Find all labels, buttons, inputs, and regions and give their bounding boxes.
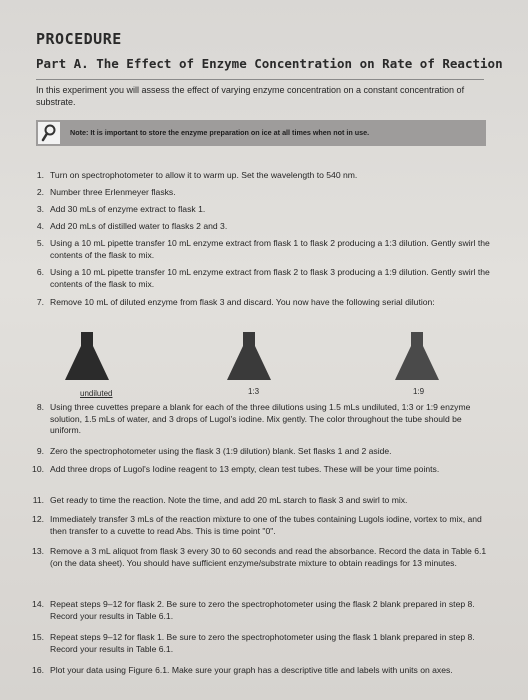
step-number: 14. [32, 599, 44, 609]
step-number: 5. [36, 238, 44, 248]
step-text: Repeat steps 9–12 for flask 2. Be sure to zero the spectrophotometer using the flask 2 blank prepared in step 8. Record your results in Table 6.1. [50, 599, 475, 621]
flask-1-3-icon [224, 330, 274, 382]
step-text: Add 30 mLs of enzyme extract to flask 1. [50, 204, 206, 214]
step-number: 1. [36, 170, 44, 180]
step-number: 7. [36, 297, 44, 307]
step-number: 9. [36, 446, 44, 456]
flask-1-9-icon [392, 330, 442, 382]
flask-label-1-3: 1:3 [248, 387, 260, 396]
magnifier-icon [38, 122, 60, 144]
step-text: Turn on spectrophotometer to allow it to warm up. Set the wavelength to 540 nm. [50, 170, 358, 180]
step-text: Add three drops of Lugol's Iodine reagent to 13 empty, clean test tubes. These will be your time points. [50, 464, 440, 474]
step-text: Number three Erlenmeyer flasks. [50, 187, 176, 197]
step-text: Add 20 mLs of distilled water to flasks 2 and 3. [50, 221, 228, 231]
step-number: 10. [32, 464, 44, 474]
step-text: Immediately transfer 3 mLs of the reaction mixture to one of the tubes containing Lugols iodine, vortex to mix, and then transfer to a cuvette to read Abs. This is time point "0". [50, 514, 482, 536]
step-text: Using a 10 mL pipette transfer 10 mL enzyme extract from flask 2 to flask 3 producing a 1:9 dilution. Gently swirl the contents of the flask to mix. [50, 267, 490, 289]
procedure-heading: PROCEDURE [36, 30, 122, 48]
flask-undiluted-icon [62, 330, 112, 382]
step-text: Remove 10 mL of diluted enzyme from flask 3 and discard. You now have the following serial dilution: [50, 297, 435, 307]
step-text: Repeat steps 9–12 for flask 1. Be sure to zero the spectrophotometer using the flask 1 blank prepared in step 8. Record your results in Table 6.1. [50, 632, 475, 654]
flask-label-1-9: 1:9 [413, 387, 425, 396]
step-number: 11. [32, 495, 44, 505]
step-text: Zero the spectrophotometer using the flask 3 (1:9 dilution) blank. Set flasks 1 and 2 aside. [50, 446, 392, 456]
flask-body [395, 332, 439, 380]
note-text: Note: It is important to store the enzyme preparation on ice at all times when not in use. [70, 128, 370, 137]
step-text: Remove a 3 mL aliquot from flask 3 every 30 to 60 seconds and read the absorbance. Record the data in Table 6.1 (on the data sheet). You should have sufficient enzyme/substrate mixture to obtain readings for 13 minutes. [50, 546, 487, 568]
step-text: Get ready to time the reaction. Note the time, and add 20 mL starch to flask 3 and swirl to mix. [50, 495, 408, 505]
flask-label-undiluted: undiluted [80, 389, 113, 398]
part-title: Part A. The Effect of Enzyme Concentration on Rate of Reaction [36, 56, 503, 71]
step-text: Using a 10 mL pipette transfer 10 mL enzyme extract from flask 1 to flask 2 producing a 1:3 dilution. Gently swirl the contents of the flask to mix. [50, 238, 490, 260]
step-number: 8. [36, 402, 44, 412]
step-text: Plot your data using Figure 6.1. Make sure your graph has a descriptive title and labels with units on axes. [50, 665, 453, 675]
step-number: 16. [32, 665, 44, 675]
step-number: 3. [36, 204, 44, 214]
step-text: Using three cuvettes prepare a blank for each of the three dilutions using 1.5 mLs undiluted, 1:3 or 1:9 enzyme solution, 1.5 mLs of water, and 3 drops of Lugol's iodine. Mix gently. The color throughout the tube should be uniform. [50, 402, 471, 435]
intro-text: In this experiment you will assess the effect of varying enzyme concentration on a constant concentration of substrate. [36, 85, 465, 107]
title-rule [36, 79, 484, 80]
step-number: 15. [32, 632, 44, 642]
step-number: 12. [32, 514, 44, 524]
step-number: 6. [36, 267, 44, 277]
step-number: 4. [36, 221, 44, 231]
step-number: 2. [36, 187, 44, 197]
flask-body [65, 332, 109, 380]
flask-body [227, 332, 271, 380]
step-number: 13. [32, 546, 44, 556]
